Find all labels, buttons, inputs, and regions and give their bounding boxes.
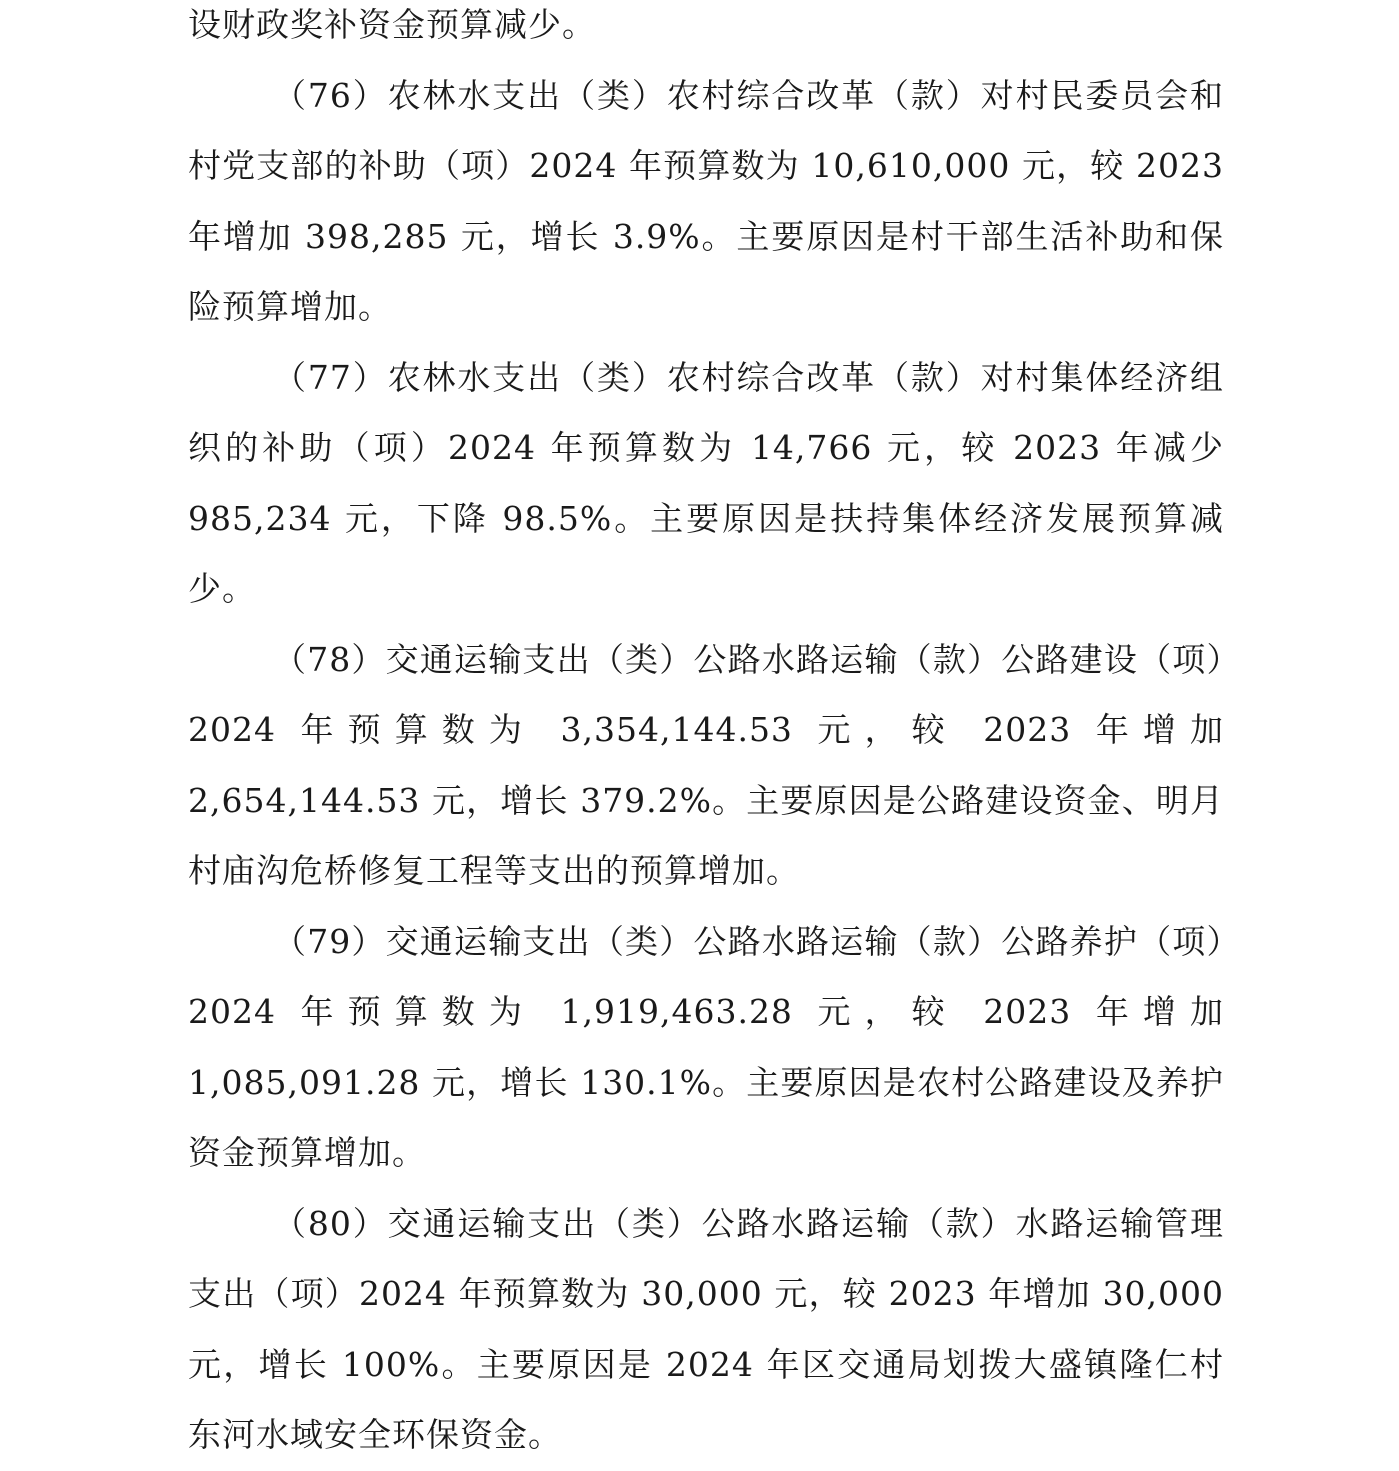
document-page	[188, 0, 1224, 1471]
paragraph-76: （76）农林水支出（类）农村综合改革（款）对村民委员会和村党支部的补助（项）2024 年预算数为 10,610,000 元，较 2023 年增加 398,285 元，增长 3.9%。主要原因是村干部生活补助和保险预算增加。	[188, 75, 1224, 326]
paragraph-77: （77）农林水支出（类）农村综合改革（款）对村集体经济组织的补助（项）2024 年预算数为 14,766 元，较 2023 年减少 985,234 元，下降 98.5%。主要原因是扶持集体经济发展预算减少。	[188, 357, 1224, 608]
paragraph-79: （79）交通运输支出（类）公路水路运输（款）公路养护（项）2024 年预算数为 1,919,463.28 元，较 2023 年增加 1,085,091.28 元，增长 130.1%。主要原因是农村公路建设及养护资金预算增加。	[188, 921, 1224, 1172]
paragraph-75-continuation: 设财政奖补资金预算减少。	[188, 5, 596, 44]
paragraph-78: （78）交通运输支出（类）公路水路运输（款）公路建设（项）2024 年预算数为 3,354,144.53 元，较 2023 年增加 2,654,144.53 元，增长 379.2%。主要原因是公路建设资金、明月村庙沟危桥修复工程等支出的预算增加。	[188, 639, 1224, 890]
paragraph-80: （80）交通运输支出（类）公路水路运输（款）水路运输管理支出（项）2024 年预算数为 30,000 元，较 2023 年增加 30,000 元，增长 100%。主要原因是 2024 年区交通局划拨大盛镇隆仁村东河水域安全环保资金。	[188, 1203, 1224, 1454]
